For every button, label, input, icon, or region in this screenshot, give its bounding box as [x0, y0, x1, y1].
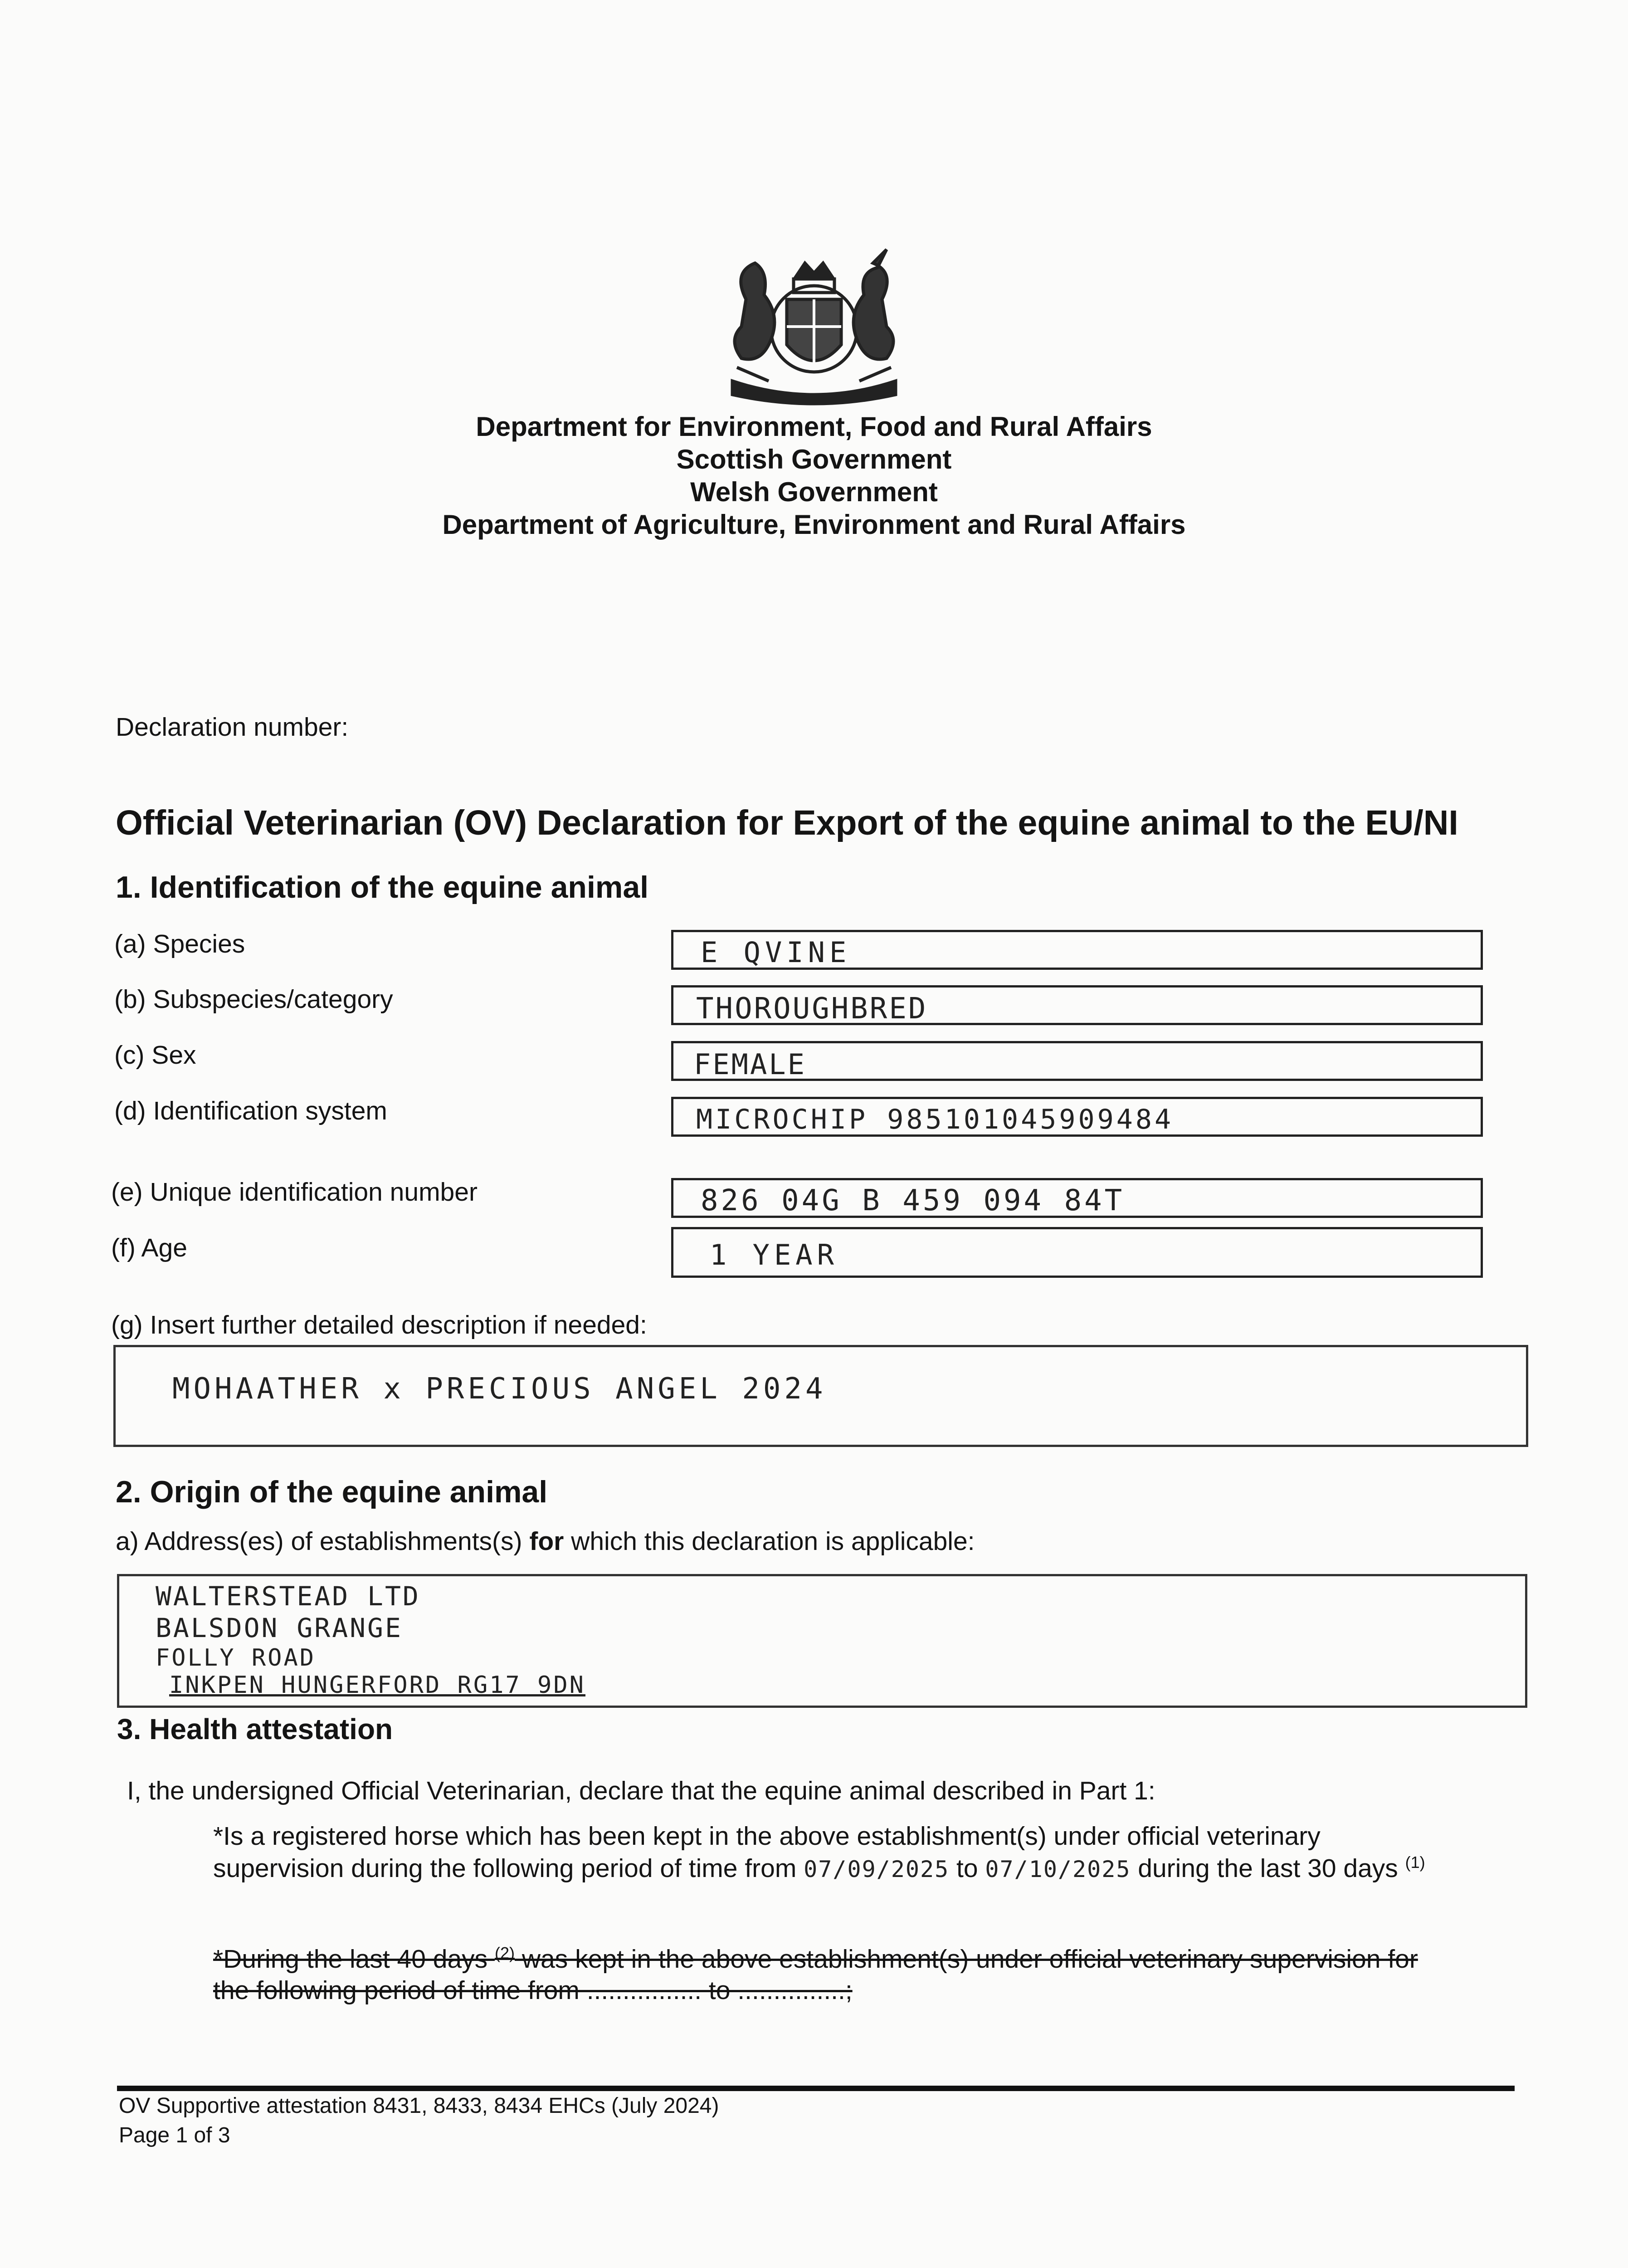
department-daera: Department of Agriculture, Environment and Rural Affairs	[442, 509, 1186, 540]
royal-coat-of-arms-icon	[714, 245, 914, 408]
period-to-value: 07/10/2025	[985, 1856, 1131, 1882]
department-defra: Department for Environment, Food and Rural Affairs	[476, 411, 1152, 442]
section-3-heading: 3. Health attestation	[117, 1713, 393, 1745]
unique-id-value: 826 04G B 459 094 84T	[701, 1184, 1125, 1217]
species-field[interactable]	[671, 930, 1483, 970]
sex-field[interactable]	[671, 1041, 1483, 1081]
footer-divider	[117, 2086, 1515, 2091]
address-field[interactable]	[117, 1574, 1527, 1708]
health-attestation-intro: I, the undersigned Official Veterinarian, declare that the equine animal described in Part 1:	[127, 1776, 1155, 1805]
unique-id-field[interactable]	[671, 1178, 1483, 1218]
identification-system-label: (d) Identification system	[114, 1096, 387, 1125]
further-description-label: (g) Insert further detailed description if needed:	[111, 1310, 647, 1339]
identification-system-value: MICROCHIP 985101045909484	[696, 1104, 1174, 1135]
address-line-2: BALSDON GRANGE	[156, 1613, 403, 1643]
department-scottish-gov: Scottish Government	[676, 444, 952, 474]
address-line-3: FOLLY ROAD	[156, 1644, 316, 1672]
attestation-para2-line2: the following period of time from ................ to ...............;	[213, 1976, 853, 2005]
period-from-value: 07/09/2025	[804, 1856, 950, 1882]
species-label: (a) Species	[114, 929, 245, 958]
sex-value: FEMALE	[694, 1048, 806, 1081]
age-field[interactable]	[671, 1227, 1483, 1278]
address-line-4: INKPEN HUNGERFORD RG17 9DN	[169, 1672, 585, 1699]
sex-label: (c) Sex	[114, 1041, 196, 1070]
unique-id-label: (e) Unique identification number	[111, 1178, 478, 1207]
attestation-para1-line1: *Is a registered horse which has been kept in the above establishment(s) under official veterinary	[213, 1822, 1321, 1851]
subspecies-value: THOROUGHBRED	[696, 992, 928, 1026]
section-1-heading: 1. Identification of the equine animal	[116, 870, 649, 904]
age-value: 1 YEAR	[710, 1238, 838, 1271]
address-line-1: WALTERSTEAD LTD	[156, 1581, 420, 1612]
department-welsh-gov: Welsh Government	[690, 477, 938, 507]
further-description-value: MOHAATHER x PRECIOUS ANGEL 2024	[172, 1372, 827, 1406]
declaration-number-label: Declaration number:	[116, 713, 349, 742]
identification-system-field[interactable]	[671, 1097, 1483, 1137]
address-label: a) Address(es) of establishments(s) for which this declaration is applicable:	[116, 1527, 975, 1556]
subspecies-field[interactable]	[671, 985, 1483, 1025]
footer-page-number: Page 1 of 3	[119, 2123, 230, 2147]
age-label: (f) Age	[111, 1233, 187, 1262]
page-title: Official Veterinarian (OV) Declaration for Export of the equine animal to the EU/NI	[116, 803, 1458, 842]
further-description-field[interactable]	[113, 1345, 1528, 1447]
subspecies-label: (b) Subspecies/category	[114, 985, 393, 1014]
section-2-heading: 2. Origin of the equine animal	[116, 1475, 548, 1509]
attestation-para2-line1: *During the last 40 days $^{(2)}$ was kept in the above establishment(s) under official veterinary supervision for	[213, 1944, 1418, 1974]
attestation-para1-line2: supervision during the following period of time from 07/09/2025 to 07/10/2025 during the last 30 days $^{(1)}$	[213, 1853, 1425, 1883]
species-value: E QVINE	[701, 936, 851, 969]
footer-attestation-ref: OV Supportive attestation 8431, 8433, 8434 EHCs (July 2024)	[119, 2094, 719, 2118]
